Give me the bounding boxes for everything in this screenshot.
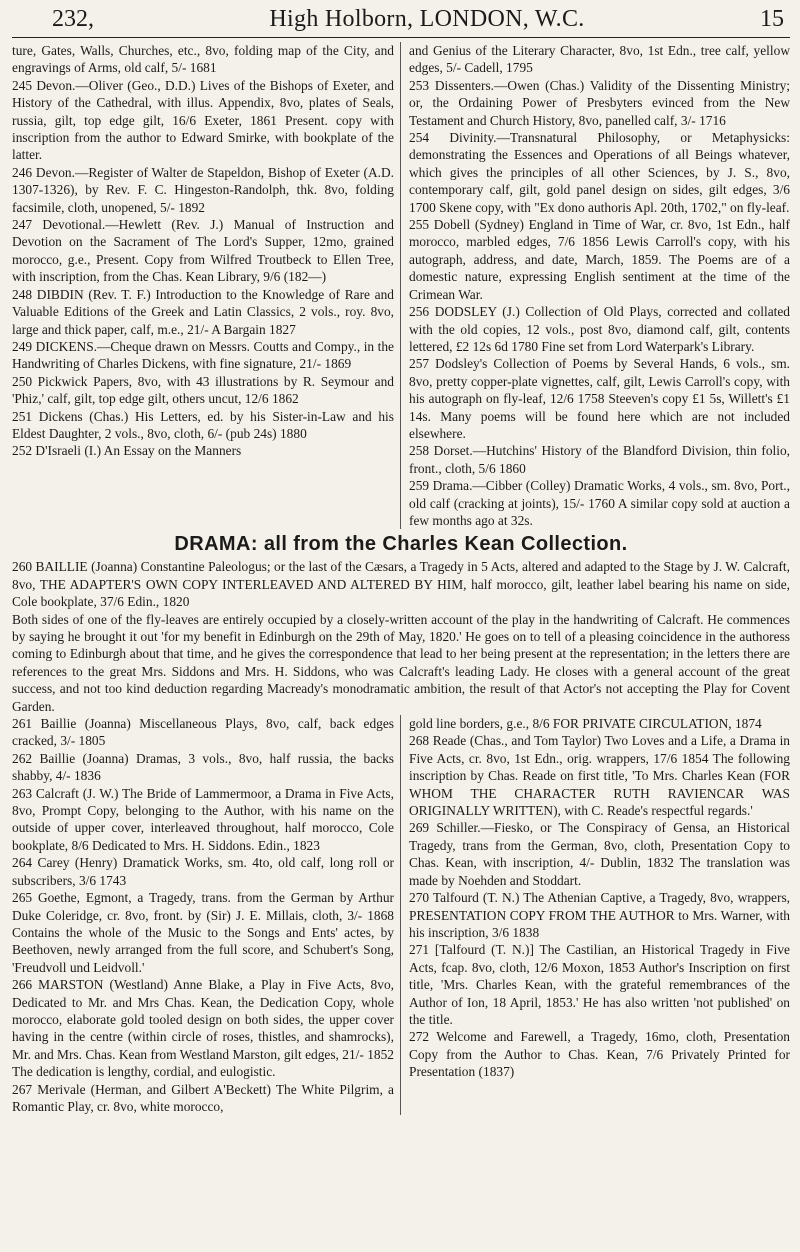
- lot-entry: 253 Dissenters.—Owen (Chas.) Validity of the Dissenting Ministry; or, the Ordaining Power of Presbyters evinced from the New Testament and Church History, 8vo, panelled calf, 3/- 1716: [409, 77, 790, 128]
- lot-entry: and Genius of the Literary Character, 8vo, 1st Edn., tree calf, yellow edges, 5/- Cadell, 1795: [409, 43, 790, 76]
- lot-entry: 265 Goethe, Egmont, a Tragedy, trans. from the German by Arthur Duke Coleridge, cr. 8vo, front. by (Sir) J. E. Millais, cloth, 3/- 1868 Contains the whole of the Music to the Songs and Ents' actes, by Beethoven, newly arranged from the full score, and Schubert's Song, 'Freudvoll und Leidvoll.': [12, 890, 394, 975]
- left-column-2: [12, 715, 401, 1115]
- right-column-2: [401, 715, 790, 1115]
- page-title: High Holborn, LONDON, W.C.: [269, 6, 585, 32]
- lot-entry: 269 Schiller.—Fiesko, or The Conspiracy of Gensa, an Historical Tragedy, trans from the German, 8vo, cloth, Presentation Copy to Chas. Kean, with inscription, 4/- Dublin, 1832 The translation was made by Noehden and Stoddart.: [409, 820, 790, 888]
- lot-entry: 251 Dickens (Chas.) His Letters, ed. by his Sister-in-Law and his Eldest Daughter, 2 vols., 8vo, cloth, 6/- (pub 24s) 1880: [12, 408, 394, 441]
- lot-entry: 267 Merivale (Herman, and Gilbert A'Beckett) The White Pilgrim, a Romantic Play, cr. 8vo, white morocco,: [12, 1081, 394, 1114]
- lot-entry: ture, Gates, Walls, Churches, etc., 8vo, folding map of the City, and engravings of Arms, old calf, 5/- 1681: [12, 43, 394, 76]
- lot-entry: 272 Welcome and Farewell, a Tragedy, 16mo, cloth, Presentation Copy from the Author to Chas. Kean, 7/6 Privately Printed for Presentation (1837): [409, 1029, 790, 1080]
- page-header: [12, 0, 790, 33]
- lot-entry: 255 Dobell (Sydney) England in Time of War, cr. 8vo, 1st Edn., half morocco, marbled edges, 7/6 1856 Lewis Carroll's copy, with his autograph, address, and date, March, 1859. The Poems are of a domestic nature, expressing English sentiment at the time of the Crimean War.: [409, 217, 790, 302]
- section-banner: DRAMA: all from the Charles Kean Collection.: [174, 533, 628, 556]
- lot-entry: 266 MARSTON (Westland) Anne Blake, a Play in Five Acts, 8vo, Dedicated to Mr. and Mrs Chas. Kean, the Dedication Copy, whole morocco, elaborate gold tooled design on both sides, the upper cover having in the centre (within circle of roses, thistles, and shamrocks), Mr. and Mrs. Chas. Kean from Westland Marston, gilt edges, 21/- 1852 The dedication is lengthy, cordial, and eulogistic.: [12, 977, 394, 1080]
- lot-entry: 258 Dorset.—Hutchins' History of the Blandford Division, thin folio, front., cloth, 5/6 1860: [409, 443, 790, 476]
- lot-entry-260: 260 BAILLIE (Joanna) Constantine Paleologus; or the last of the Cæsars, a Tragedy in 5 Acts, altered and adapted to the Stage by J. W. Calcraft, 8vo, THE ADAPTER'S OWN COPY INTERLEAVED AND ALTERED BY HIM, half morocco, gilt, leather label bearing his name on side, Cole bookplate, 37/6 Edin., 1820: [12, 559, 790, 610]
- right-column: [401, 42, 790, 529]
- lot-entry: 245 Devon.—Oliver (Geo., D.D.) Lives of the Bishops of Exeter, and History of the Cathedral, with illus. Appendix, 8vo, plates of Seals, russia, gilt, top edge gilt, 16/6 Exeter, 1861 Present. copy with inscription from the author to Edward Smirke, with bookplate of the latter.: [12, 77, 394, 163]
- lot-entry: 246 Devon.—Register of Walter de Stapeldon, Bishop of Exeter (A.D. 1307-1326), by Rev. F. C. Hingeston-Randolph, thk. 8vo, folding facsimile, cloth, unopened, 5/- 1892: [12, 164, 394, 215]
- left-column: [12, 42, 401, 529]
- lot-260-note: Both sides of one of the fly-leaves are entirely occupied by a closely-written account of the play in the handwriting of Calcraft. He commences by saying he brought it out 'for my benefit in Edinburgh on the 29th of May, 1820.' He goes on to tell of a pleasing coincidence in the authoress coming to Edinburgh about that time, and he gives the correspondence that lead to her being present at the representation; in the letters there are references to the great Mrs. Siddons and Mrs. H. Siddons, who was Calcraft's leading Lady. He closes with a general account of the great success, and not too kind deduction regarding Macready's monodramatic ambition, the result of that Actor's not accepting the Play for Covent Garden.: [12, 611, 790, 714]
- top-columns: [12, 42, 790, 529]
- lot-entry: 257 Dodsley's Collection of Poems by Several Hands, 6 vols., sm. 8vo, pretty copper-plate vignettes, calf, gilt, Lewis Carroll's copy, with his autograph on fly-leaf, 12/6 1758 Steeven's copy £1 5s, Willett's £1 14s. Many poems will be found here which are not included elsewhere.: [409, 356, 790, 441]
- bottom-columns: [12, 715, 790, 1115]
- lot-entry: 250 Pickwick Papers, 8vo, with 43 illustrations by R. Seymour and 'Phiz,' calf, gilt, top edge gilt, others uncut, 12/6 1862: [12, 373, 394, 407]
- lot-entry: 262 Baillie (Joanna) Dramas, 3 vols., 8vo, half russia, the backs shabby, 4/- 1836: [12, 750, 394, 784]
- lot-entry: 264 Carey (Henry) Dramatick Works, sm. 4to, old calf, long roll or subscribers, 3/6 1743: [12, 855, 394, 888]
- lot-entry: 261 Baillie (Joanna) Miscellaneous Plays, 8vo, calf, back edges cracked, 3/- 1805: [12, 716, 394, 749]
- header-rule: [12, 37, 790, 38]
- lot-entry: 271 [Talfourd (T. N.)] The Castilian, an Historical Tragedy in Five Acts, fcap. 8vo, cloth, 12/6 Moxon, 1853 Author's Inscription on first title, 'Mrs. Charles Kean, with the grateful remembrances of the Author of Ion, 18 April, 1853.' He has also written 'not published' on the title.: [409, 942, 790, 1027]
- lot-entry: 259 Drama.—Cibber (Colley) Dramatic Works, 4 vols., sm. 8vo, Port., old calf (cracking at joints), 15/- 1760 A similar copy sold at auction a few months ago at 32s.: [409, 478, 790, 528]
- lot-entry: 254 Divinity.—Transnatural Philosophy, or Metaphysicks: demonstrating the Essences and Operations of all Beings whatever, which gives the principles of all other Sciences, by J. S., 8vo, contemporary calf, gilt, gold panel design on sides, gilt edges, 3/6 1700 Skene copy, with "Ex dono authoris Apl. 20th, 1702," on fly-leaf.: [409, 130, 790, 215]
- lot-entry: 249 DICKENS.—Cheque drawn on Messrs. Coutts and Compy., in the Handwriting of Charles Dickens, with fine signature, 21/- 1869: [12, 338, 394, 372]
- lot-entry: 270 Talfourd (T. N.) The Athenian Captive, a Tragedy, 8vo, wrappers, PRESENTATION COPY FROM THE AUTHOR to Mrs. Warner, with his inscription, 3/6 1838: [409, 890, 790, 940]
- lot-entry: 268 Reade (Chas., and Tom Taylor) Two Loves and a Life, a Drama in Five Acts, cr. 8vo, 1st Edn., orig. wrappers, 17/6 1854 The following inscription by Chas. Reade on first title, 'To Mrs. Charles Kean (FOR WHOM THE CHARACTER RUTH RAVIENCAR WAS ORIGINALLY WRITTEN), with C. Reade's respectful regards.': [409, 733, 790, 819]
- lot-entry: 256 DODSLEY (J.) Collection of Old Plays, corrected and collated with the old copies, 12 vols., post 8vo, diamond calf, gilt, contents lettered, £2 12s 6d 1780 Fine set from Lord Waterpark's Library.: [409, 304, 790, 354]
- page-number-right: 15: [760, 6, 784, 32]
- lot-entry: 252 D'Israeli (I.) An Essay on the Manners: [12, 443, 242, 459]
- lot-entry: 247 Devotional.—Hewlett (Rev. J.) Manual of Instruction and Devotion on the Sacrament of The Lord's Supper, 12mo, grained morocco, g.e., Present. Copy from Wilfred Troutbeck to Ellen Tree, with inscription, from the Chas. Kean Library, 9/6 (182—): [12, 217, 394, 285]
- lot-entry: 248 DIBDIN (Rev. T. F.) Introduction to the Knowledge of Rare and Valuable Editions of the Greek and Latin Classics, 2 vols., roy. 8vo, large and thick paper, calf, m.e., 21/- A Bargain 1827: [12, 286, 394, 337]
- lot-entry: 263 Calcraft (J. W.) The Bride of Lammermoor, a Drama in Five Acts, 8vo, Prompt Copy, belonging to the Author, with his name on the outside of upper cover, interleaved throughout, half morocco, Cole bookplate, 8/6 Dedicated to Mrs. H. Siddons. Edin., 1823: [12, 785, 394, 853]
- lot-entry: gold line borders, g.e., 8/6 FOR PRIVATE CIRCULATION, 1874: [409, 716, 762, 732]
- page-number-left: 232,: [52, 6, 94, 32]
